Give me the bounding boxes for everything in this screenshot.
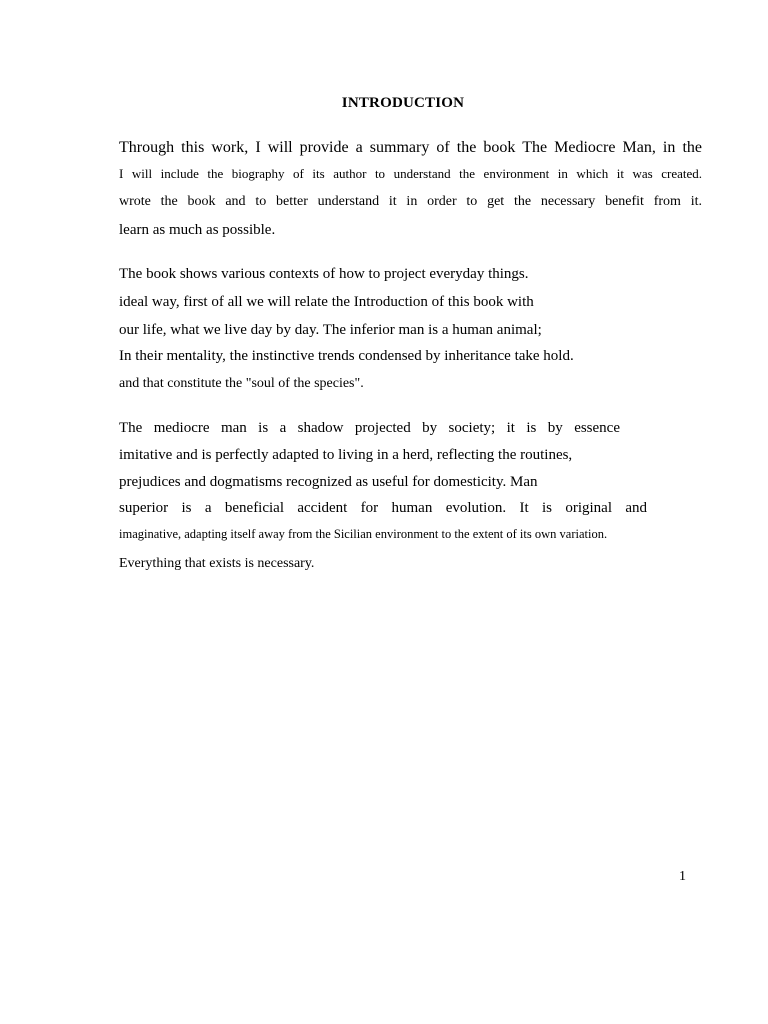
paragraph-3-line-1: The mediocre man is a shadow projected by society; it is by essence xyxy=(119,420,620,436)
paragraph-1-line-2: I will include the biography of its author to understand the environment in which it was created. xyxy=(119,166,702,181)
paragraph-2-line-5: and that constitute the "soul of the species". xyxy=(119,376,364,391)
paragraph-3-line-5: imaginative, adapting itself away from the Sicilian environment to the extent of its own variation. xyxy=(119,527,608,541)
paragraph-1-line-1: Through this work, I will provide a summary of the book The Mediocre Man, in the xyxy=(119,139,702,156)
paragraph-3-line-6: Everything that exists is necessary. xyxy=(119,556,315,571)
paragraph-1-line-3: wrote the book and to better understand it in order to get the necessary benefit from it. xyxy=(119,194,702,209)
paragraph-2-line-1: The book shows various contexts of how to project everyday things. xyxy=(119,266,529,282)
paragraph-2-line-3: our life, what we live day by day. The inferior man is a human animal; xyxy=(119,322,542,338)
paragraph-3-line-3: prejudices and dogmatisms recognized as useful for domesticity. Man xyxy=(119,474,538,490)
paragraph-2-line-2: ideal way, first of all we will relate the Introduction of this book with xyxy=(119,294,534,310)
page-number: 1 xyxy=(679,869,686,884)
paragraph-3-line-2: imitative and is perfectly adapted to living in a herd, reflecting the routines, xyxy=(119,447,573,463)
paragraph-1-line-4: learn as much as possible. xyxy=(119,222,276,238)
page-title: INTRODUCTION xyxy=(341,95,465,111)
paragraph-2-line-4: In their mentality, the instinctive trends condensed by inheritance take hold. xyxy=(119,348,574,364)
paragraph-3-line-4: superior is a beneficial accident for human evolution. It is original and xyxy=(119,500,647,516)
